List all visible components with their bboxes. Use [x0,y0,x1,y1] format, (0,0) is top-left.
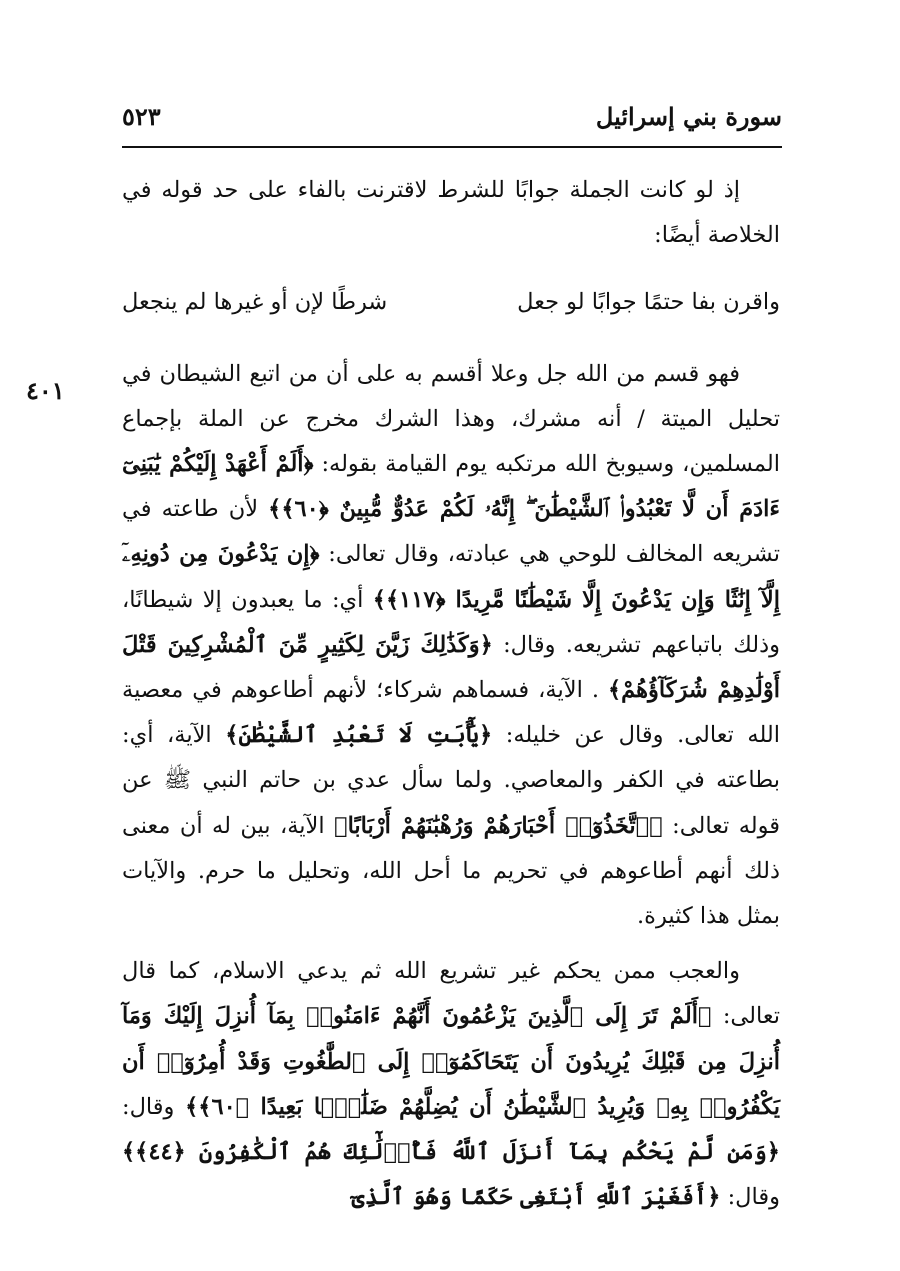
margin-page-reference: ٤٠١ [26,376,65,405]
page-header [122,96,782,146]
header-divider [122,146,782,148]
quran-quote-4: ﴿يَٰٓأَبَتِ لَا تَعْبُدِ ٱلشَّيْطَٰنَ﴾ [225,722,493,749]
paragraph-2-text-b: لأن طاعته في تشريعه المخالف للوحي هي عبادته، وقال تعالى: [122,496,780,568]
quran-quote-7: ﴿وَمَن لَّمْ يَحْكُم بِمَآ أَنزَلَ ٱللَّهُ فَأُو۟لَٰٓئِكَ هُمُ ٱلْكَٰفِرُونَ ﴿٤٤﴾﴾ [122,1139,780,1166]
quran-quote-5: ﴿ٱتَّخَذُوٓا۟ أَحْبَارَهُمْ وَرُهْبَٰنَهُمْ أَرْبَابًا﴾ [334,812,663,839]
poetry-verse [122,280,780,325]
paragraph-3-text-a: والعجب ممن يحكم غير تشريع الله ثم يدعي الاسلام، كما قال تعالى: [122,958,780,1030]
paragraph-2-text-c: أي: ما يعبدون إلا شيطانًا، وذلك باتباعهم تشريعه. وقال: [122,586,780,658]
quran-quote-2: ﴿إِن يَدْعُونَ مِن دُونِهِۦٓ إِلَّآ إِنَٰثًا وَإِن يَدْعُونَ إِلَّا شَيْطَٰنًا مَّرِيدًا ﴿١١٧﴾﴾ [122,541,780,613]
verse-second-hemistich: شرطًا لإن أو غيرها لم ينجعل [122,289,388,316]
paragraph-3-text-b: وقال: [122,1093,175,1120]
page-number: ٥٢٣ [122,102,161,131]
paragraph-2 [122,352,780,940]
surah-title: سورة بني إسرائيل [595,102,782,131]
paragraph-3 [122,949,780,1220]
quran-quote-1: ﴿أَلَمْ أَعْهَدْ إِلَيْكُمْ يَٰبَنِىٓ ءَادَمَ أَن لَّا تَعْبُدُوا۟ ٱلشَّيْطَٰنَ ۖ إِنَّهُۥ لَكُمْ عَدُوٌّ مُّبِينٌ ﴿٦٠﴾﴾ [122,451,780,523]
paragraph-2-text-e: الآية، أي: بطاعته في الكفر والمعاصي. ولما سأل عدي بن حاتم النبي ﷺ عن قوله تعالى: [122,722,780,839]
paragraph-3-text-c: وقال: [727,1184,780,1211]
quran-quote-8: ﴿أَفَغَيْرَ ٱللَّهِ أَبْتَغِى حَكَمًا وَهُوَ ٱلَّذِىٓ [351,1184,721,1211]
paragraph-2-text-f: الآية، بين له أن معنى ذلك أنهم أطاعوهم في تحريم ما أحل الله، وتحليل ما حرم. والآيات بمثل هذا كثيرة. [122,812,780,930]
paragraph-gap [122,939,780,949]
verse-first-hemistich: واقرن بفا حتمًا جوابًا لو جعل [517,289,780,316]
quran-quote-3: ﴿وَكَذَٰلِكَ زَيَّنَ لِكَثِيرٍ مِّنَ ٱلْمُشْرِكِينَ قَتْلَ أَوْلَٰدِهِمْ شُرَكَآؤُهُمْ﴾ [122,631,781,704]
paragraph-2-text-d: . الآية، فسماهم شركاء؛ لأنهم أطاعوهم في معصية الله تعالى. وقال عن خليله: [122,677,780,749]
paragraph-1: إذ لو كانت الجملة جوابًا للشرط لاقترنت بالفاء على حد قوله في الخلاصة أيضًا: [122,177,780,249]
page-body [122,168,780,1220]
quran-quote-6: ﴿أَلَمْ تَرَ إِلَى ٱلَّذِينَ يَزْعُمُونَ أَنَّهُمْ ءَامَنُوا۟ بِمَآ أُنزِلَ إِلَيْكَ وَمَآ أُنزِلَ مِن قَبْلِكَ يُرِيدُونَ أَن يَتَحَاكَمُوٓا۟ إِلَى ٱلطَّٰغُوتِ وَقَدْ أُمِرُوٓا۟ أَن يَكْفُرُوا۟ بِهِۦ وَيُرِيدُ ٱلشَّيْطَٰنُ أَن يُضِلَّهُمْ ضَلَٰلًۢا بَعِيدًا ﴿٦٠﴾﴾ [122,1003,780,1120]
paragraph-2-text-a: فهو قسم من الله جل وعلا أقسم به على أن من اتبع الشيطان في تحليل الميتة / أنه مشرك، وهذا الشرك مخرج عن الملة بإجماع المسلمين، وسيوبخ الله مرتكبه يوم القيامة بقوله: [122,360,780,478]
